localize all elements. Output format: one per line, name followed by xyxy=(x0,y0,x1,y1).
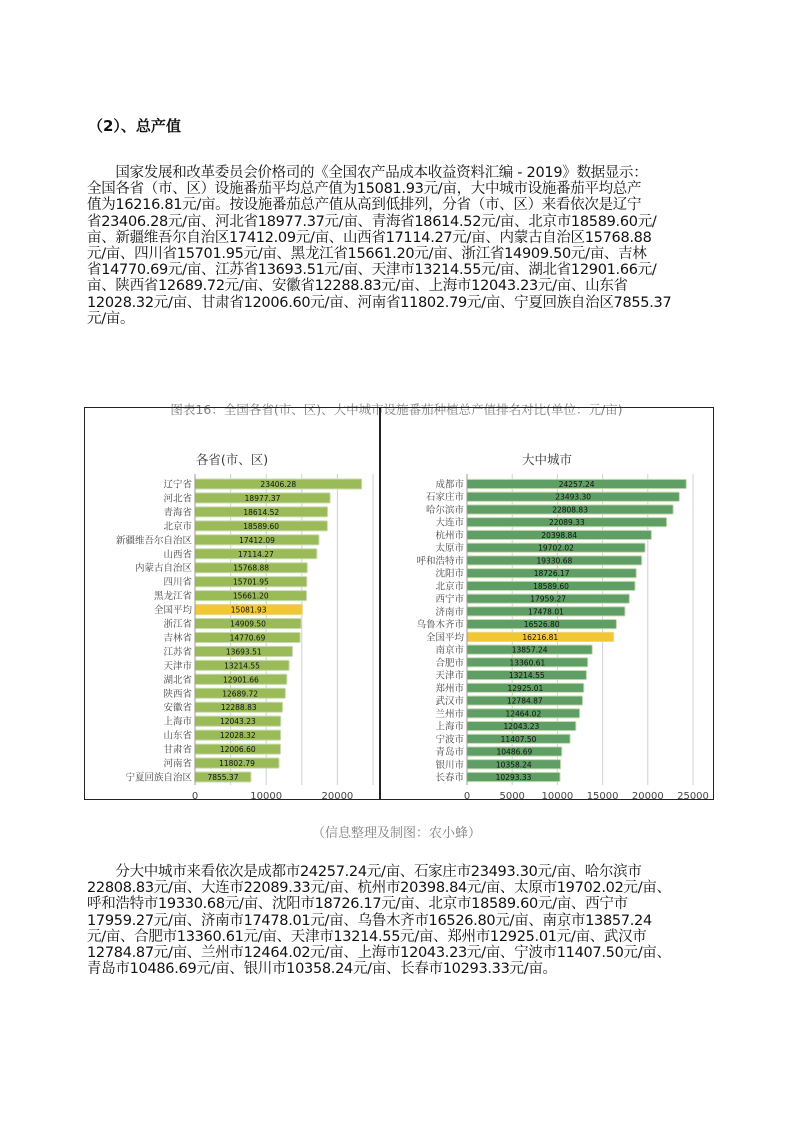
x-tick-label: 20000 xyxy=(321,791,354,799)
category-label: 吉林省 xyxy=(163,632,192,644)
category-label: 内蒙古自治区 xyxy=(134,563,192,575)
category-label: 湖北省 xyxy=(163,674,192,686)
data-label: 12043.23 xyxy=(219,717,256,727)
x-tick-label: 10000 xyxy=(250,791,283,799)
category-label: 黑龙江省 xyxy=(153,591,192,603)
category-label: 郑州市 xyxy=(435,683,464,695)
data-label: 7855.37 xyxy=(207,773,239,782)
data-label: 18589.60 xyxy=(243,521,280,531)
category-label: 济南市 xyxy=(435,606,464,618)
data-label: 10358.24 xyxy=(495,760,532,770)
data-label: 16526.80 xyxy=(523,620,560,630)
data-label: 14909.50 xyxy=(230,619,266,629)
paragraph-provinces xyxy=(87,165,727,327)
paragraph-line: 省14770.69元/亩、江苏省13693.51元/亩、天津市13214.55元/亩、湖北省12901.66元/ xyxy=(87,262,657,279)
category-label: 山西省 xyxy=(163,549,192,561)
data-label: 17114.27 xyxy=(238,549,274,559)
x-tick-label: 0 xyxy=(463,791,471,799)
paragraph-line: 元/亩、四川省15701.95元/亩、黑龙江省15661.20元/亩、浙江省14909.50元/亩、吉林 xyxy=(87,246,647,263)
category-label: 上海市 xyxy=(435,721,464,733)
paragraph-line: 呼和浩特市19330.68元/亩、沈阳市18726.17元/亩、北京市18589.60元/亩、西宁市 xyxy=(87,896,628,913)
category-label: 武汉市 xyxy=(435,696,464,708)
category-label: 石家庄市 xyxy=(425,492,464,504)
x-tick-label: 25000 xyxy=(677,791,709,799)
data-label: 19330.68 xyxy=(536,556,573,566)
data-label: 15768.88 xyxy=(233,563,270,573)
data-label: 13214.55 xyxy=(224,661,260,671)
data-label: 12901.66 xyxy=(223,675,259,685)
category-label: 天津市 xyxy=(163,660,192,672)
data-label: 15661.20 xyxy=(232,591,269,601)
category-label: 甘肃省 xyxy=(163,744,192,756)
data-label: 10293.33 xyxy=(495,773,532,782)
data-label: 14770.69 xyxy=(229,633,266,643)
paragraph-line: 值为16216.81元/亩。按设施番茄总产值从高到低排列，分省（市、区）来看依次是辽宁 xyxy=(87,197,642,214)
paragraph-line: 12028.32元/亩、甘肃省12006.60元/亩、河南省11802.79元/亩、宁夏回族自治区7855.37 xyxy=(87,294,672,311)
data-label: 13360.61 xyxy=(509,658,546,668)
paragraph-line: 省23406.28元/亩、河北省18977.37元/亩、青海省18614.52元/亩、北京市18589.60元/ xyxy=(87,213,657,230)
chart-title: 各省(市、区) xyxy=(195,452,269,467)
category-label: 青海省 xyxy=(163,507,192,519)
category-label: 新疆维吾尔自治区 xyxy=(115,535,192,547)
category-label: 大连市 xyxy=(435,517,464,529)
category-label: 江苏省 xyxy=(163,646,192,658)
data-label: 18614.52 xyxy=(243,507,280,517)
category-label: 天津市 xyxy=(435,670,464,682)
category-label: 陕西省 xyxy=(163,688,192,700)
category-label: 长春市 xyxy=(435,772,464,784)
category-label: 河北省 xyxy=(163,493,192,505)
paragraph-line: 元/亩。 xyxy=(87,310,135,327)
data-label: 17478.01 xyxy=(528,607,564,617)
data-label: 17959.27 xyxy=(530,594,567,604)
category-label: 安徽省 xyxy=(163,702,192,714)
paragraph-line: 青岛市10486.69元/亩、银川市10358.24元/亩、长春市10293.33元/亩。 xyxy=(87,961,557,978)
data-label: 11802.79 xyxy=(219,759,255,769)
data-label: 24257.24 xyxy=(558,480,595,489)
paragraph-line: 亩、陕西省12689.72元/亩、安徽省12288.83元/亩、上海市12043.23元/亩、山东省 xyxy=(87,278,628,295)
category-label: 宁波市 xyxy=(435,734,464,746)
chart-provinces xyxy=(84,407,380,800)
category-label: 呼和浩特市 xyxy=(416,555,464,567)
data-label: 12043.23 xyxy=(503,722,540,732)
chart-title: 大中城市 xyxy=(521,452,573,467)
category-label: 合肥市 xyxy=(435,657,464,669)
paragraph-line: 分大中城市来看依次是成都市24257.24元/亩、石家庄市23493.30元/亩、哈尔滨市 xyxy=(87,864,642,880)
category-label: 北京市 xyxy=(163,521,192,533)
data-label: 16216.81 xyxy=(522,632,559,642)
category-label: 银川市 xyxy=(435,759,464,771)
data-label: 10486.69 xyxy=(496,747,533,757)
paragraph-line: 国家发展和改革委员会价格司的《全国农产品成本收益资料汇编 - 2019》数据显示： xyxy=(87,165,648,181)
paragraph-line: 元/亩、合肥市13360.61元/亩、天津市13214.55元/亩、郑州市12925.01元/亩、武汉市 xyxy=(87,928,647,945)
section-heading: （2）、总产值 xyxy=(88,117,181,135)
category-label: 哈尔滨市 xyxy=(425,504,464,516)
data-label: 20398.84 xyxy=(541,530,578,540)
data-label: 17412.09 xyxy=(239,535,275,545)
data-label: 18726.17 xyxy=(533,569,570,579)
category-label: 上海市 xyxy=(163,716,192,728)
category-label: 兰州市 xyxy=(435,708,464,720)
category-label: 西宁市 xyxy=(435,594,464,606)
category-label: 沈阳市 xyxy=(435,568,464,580)
category-label: 南京市 xyxy=(435,645,464,657)
data-label: 13214.55 xyxy=(508,671,545,681)
category-label: 全国平均 xyxy=(153,605,192,617)
data-label: 15081.93 xyxy=(230,605,267,615)
category-label: 太原市 xyxy=(435,543,464,555)
data-label: 15701.95 xyxy=(233,577,269,587)
x-tick-label: 20000 xyxy=(631,791,664,799)
x-tick-label: 5000 xyxy=(499,791,525,799)
category-label: 辽宁省 xyxy=(163,479,192,491)
data-label: 18589.60 xyxy=(533,581,569,591)
data-label: 13693.51 xyxy=(225,647,262,657)
data-label: 19702.02 xyxy=(538,543,574,553)
data-label: 23406.28 xyxy=(260,480,297,489)
x-tick-label: 0 xyxy=(191,791,199,799)
category-label: 成都市 xyxy=(435,479,464,491)
paragraph-line: 17959.27元/亩、济南市17478.01元/亩、乌鲁木齐市16526.80元/亩、南京市13857.24 xyxy=(87,912,652,929)
category-label: 宁夏回族自治区 xyxy=(125,772,192,784)
paragraph-line: 亩、新疆维吾尔自治区17412.09元/亩、山西省17114.27元/亩、内蒙古自治区15768.88 xyxy=(87,229,652,246)
data-label: 22808.83 xyxy=(552,505,588,515)
category-label: 杭州市 xyxy=(435,530,464,542)
data-label: 18977.37 xyxy=(244,493,281,503)
data-label: 13857.24 xyxy=(511,645,548,655)
data-label: 12028.32 xyxy=(219,731,256,741)
category-label: 四川省 xyxy=(163,577,192,589)
data-label: 12006.60 xyxy=(219,745,256,755)
data-label: 11407.50 xyxy=(500,734,537,744)
data-label: 12464.02 xyxy=(505,709,542,719)
x-tick-label: 10000 xyxy=(541,791,574,799)
category-label: 北京市 xyxy=(435,581,464,593)
category-label: 浙江省 xyxy=(163,619,192,631)
data-label: 12784.87 xyxy=(506,696,543,706)
data-label: 22089.33 xyxy=(548,518,585,528)
paragraph-line: 全国各省（市、区）设施番茄平均总产值为15081.93元/亩，大中城市设施番茄平均总产 xyxy=(87,181,642,198)
figure-caption: 图表16：全国各省(市、区)、大中城市设施番茄种植总产值排名对比(单位：元/亩) xyxy=(170,402,623,417)
category-label: 青岛市 xyxy=(435,747,464,759)
data-label: 12288.83 xyxy=(220,703,257,713)
paragraph-line: 12784.87元/亩、兰州市12464.02元/亩、上海市12043.23元/亩、宁波市11407.50元/亩、 xyxy=(87,945,671,962)
x-tick-label: 15000 xyxy=(586,791,619,799)
paragraph-cities xyxy=(87,864,727,977)
data-label: 12925.01 xyxy=(507,683,544,693)
category-label: 山东省 xyxy=(163,730,192,742)
category-label: 乌鲁木齐市 xyxy=(416,619,464,631)
data-label: 12689.72 xyxy=(222,689,259,699)
category-label: 河南省 xyxy=(163,758,192,770)
data-label: 23493.30 xyxy=(555,492,592,502)
category-label: 全国平均 xyxy=(425,632,464,644)
source-note: （信息整理及制图：农小蜂） xyxy=(311,826,481,841)
chart-cities xyxy=(380,407,714,800)
paragraph-line: 22808.83元/亩、大连市22089.33元/亩、杭州市20398.84元/亩、太原市19702.02元/亩、 xyxy=(87,880,671,897)
